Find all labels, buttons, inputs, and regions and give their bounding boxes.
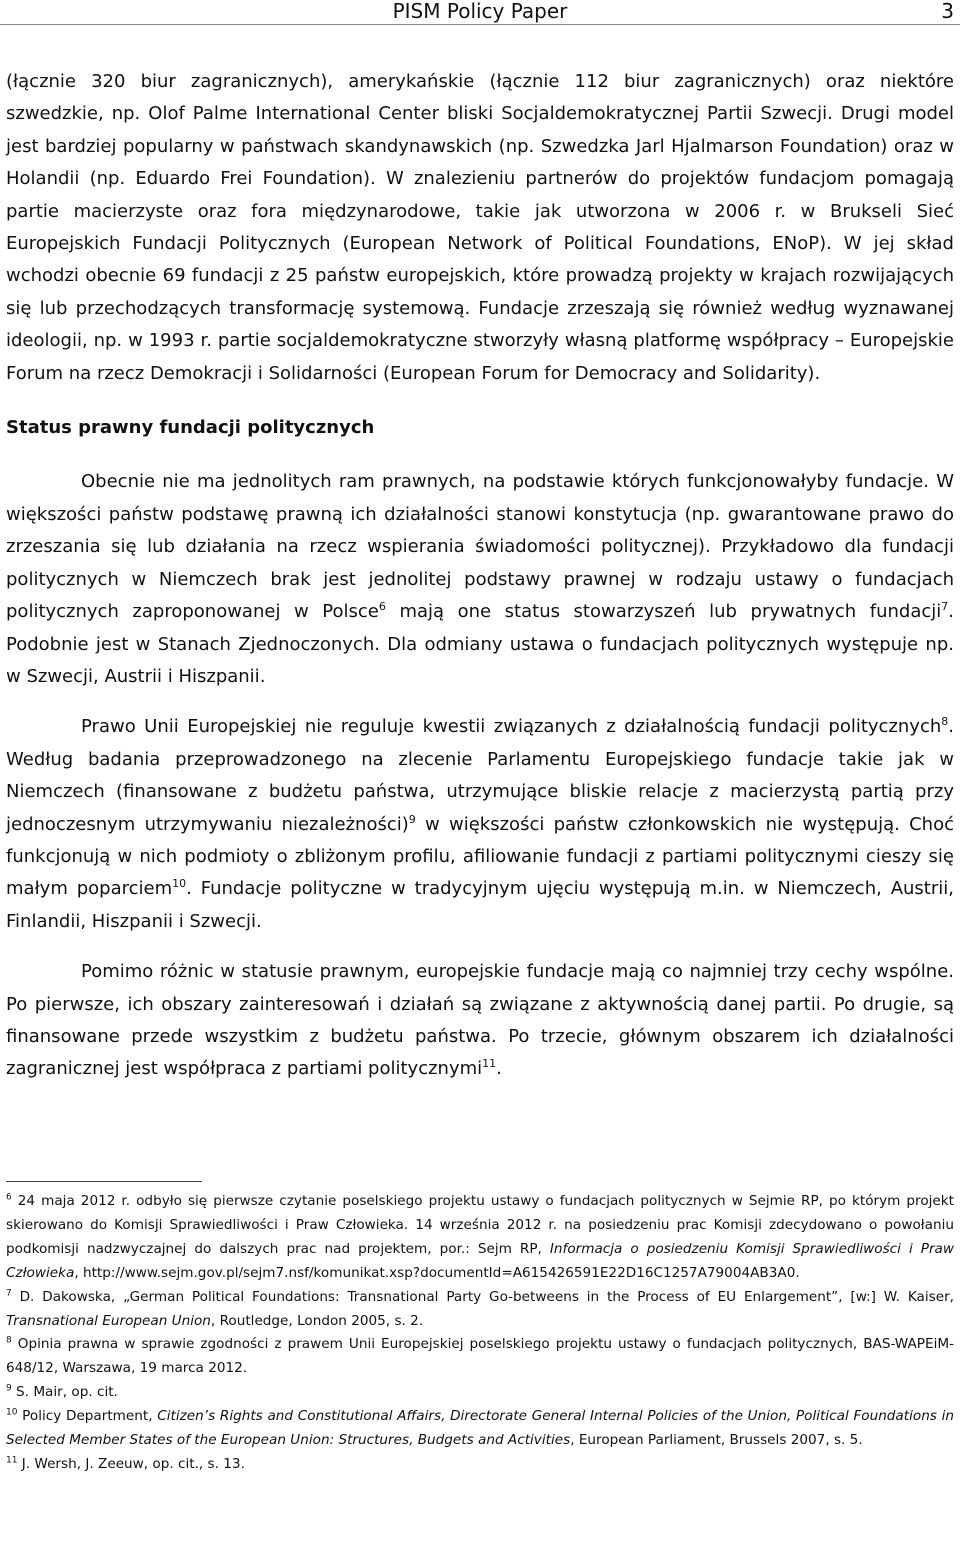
paragraph-2: Obecnie nie ma jednolitych ram prawnych, na podstawie których funkcjonowałyby fundacje. W większości państw podstawę prawną ich działalności stanowi konstytucja (np. gwarantowane prawo do zrzeszania się lub działania na rzecz wspierania świadomości politycznej). Przykładowo dla fundacji politycznych w Niemczech brak jest jednolitej podstawy prawnej w rodzaju ustawy o fundacjach politycznych zaproponowanej w Polsce$^6$ mają one status stowarzyszeń lub prywatnych fundacji$^7$. Podobnie jest w Stanach Zjednoczonych. Dla odmiany ustawa o fundacjach politycznych występuje np. w Szwecji, Austrii i Hiszpanii. xyxy=(6,471,954,687)
main-text xyxy=(6,66,954,1086)
footnote-ref-9[interactable]: 9 xyxy=(408,812,416,826)
footnote-ref-6[interactable]: 6 xyxy=(378,600,386,614)
paragraph-3: Prawo Unii Europejskiej nie reguluje kwestii związanych z działalnością fundacji politycznych$^8$. Według badania przeprowadzonego na zlecenie Parlamentu Europejskiego fundacje takie jak w Niemczech (finansowane z budżetu państwa, utrzymujące bliskie relacje z macierzystą partią przy jednoczesnym utrzymywaniu niezależności)$^9$ w większości państw członkowskich nie występują. Choć funkcjonują w nich podmioty o zbliżonym profilu, afiliowanie fundacji z partiami politycznymi cieszy się małym poparciem$^{10}$. Fundacje polityczne w tradycyjnym ujęciu występują m.in. w Niemczech, Austrii, Finlandii, Hiszpanii i Szwecji. xyxy=(6,715,954,932)
footnote-separator xyxy=(6,1181,202,1182)
footnote-6: $^6$ 24 maja 2012 r. odbyło się pierwsze czytanie poselskiego projektu ustawy o fundacjach politycznych w Sejmie RP, po którym projekt skierowano do Komisji Sprawiedliwości i Praw Człowieka. 14 września 2012 r. na posiedzeniu prac Komisji zdecydowano o powołaniu podkomisji nadzwyczajnej do dalszych prac nad projektem, por.: Sejm RP, Informacja o posiedzeniu Komisji Sprawiedliwości i Praw Człowieka, http://www.sejm.gov.pl/sejm7.nsf/komunikat.xsp?documentId=A615426591E22D16C1257A79004AB3A0. xyxy=(6,1192,954,1281)
footnote-link[interactable]: , http://www.sejm.gov.pl/sejm7.nsf/komunikat.xsp?documentId=A615426591E22D16C1257A79004AB3A0. xyxy=(74,1264,800,1281)
footnote-8: $^8$ Opinia prawna w sprawie zgodności z prawem Unii Europejskiej poselskiego projektu ustawy o fundacjach politycznych, BAS-WAPEiM-648/12, Warszawa, 19 marca 2012. xyxy=(6,1335,954,1377)
paragraph-4: Pomimo różnic w statusie prawnym, europejskie fundacje mają co najmniej trzy cechy wspólne. Po pierwsze, ich obszary zainteresowań i działań są związane z aktywnością danej partii. Po drugie, są finansowane przede wszystkim z budżetu państwa. Po trzecie, głównym obszarem ich działalności zagranicznej jest współpraca z partiami politycznymi$^{11}$. xyxy=(6,961,954,1080)
page-header xyxy=(0,0,960,25)
footnote-ref-11[interactable]: 11 xyxy=(482,1057,497,1071)
footnotes xyxy=(6,1190,954,1477)
header-title: PISM Policy Paper xyxy=(392,0,568,23)
footnote-ref-7[interactable]: 7 xyxy=(941,600,949,614)
section-heading: Status prawny fundacji politycznych xyxy=(6,417,375,439)
footnote-ref-10[interactable]: 10 xyxy=(172,877,187,891)
footnote-ref-8[interactable]: 8 xyxy=(941,715,949,729)
footnote-9: $^9$ S. Mair, op. cit. xyxy=(6,1383,118,1401)
footnote-10: $^{10}$ Policy Department, Citizen’s Rights and Constitutional Affairs, Directorate General Internal Policies of the Union, Political Foundations in Selected Member States of the European Union: Structures, Budgets and Activities, European Parliament, Brussels 2007, s. 5. xyxy=(6,1407,954,1449)
page-number: 3 xyxy=(941,0,954,23)
footnote-11: $^{11}$ J. Wersh, J. Zeeuw, op. cit., s. 13. xyxy=(6,1455,245,1472)
paragraph-1: (łącznie 320 biur zagranicznych), amerykańskie (łącznie 112 biur zagranicznych) oraz niektóre szwedzkie, np. Olof Palme International Center bliski Socjaldemokratycznej Partii Szwecji. Drugi model jest bardziej popularny w państwach skandynawskich (np. Szwedzka Jarl Hjalmarson Foundation) oraz w Holandii (np. Eduardo Frei Foundation). W znalezieniu partnerów do projektów fundacjom pomagają partie macierzyste oraz fora międzynarodowe, takie jak utworzona w 2006 r. w Brukseli Sieć Europejskich Fundacji Politycznych (European Network of Political Foundations, ENoP). W jej skład wchodzi obecnie 69 fundacji z 25 państw europejskich, które prowadzą projekty w krajach rozwijających się lub przechodzących transformację systemową. Fundacje zrzeszają się również według wyznawanej ideologii, np. w 1993 r. partie socjaldemokratyczne stworzyły własną platformę współpracy – Europejskie Forum na rzecz Demokracji i Solidarności (European Forum for Democracy and Solidarity). xyxy=(6,71,954,384)
footnote-7: $^7$ D. Dakowska, „German Political Foundations: Transnational Party Go-betweens in the Process of EU Enlargement”, [w:] W. Kaiser, Transnational European Union, Routledge, London 2005, s. 2. xyxy=(6,1288,954,1329)
